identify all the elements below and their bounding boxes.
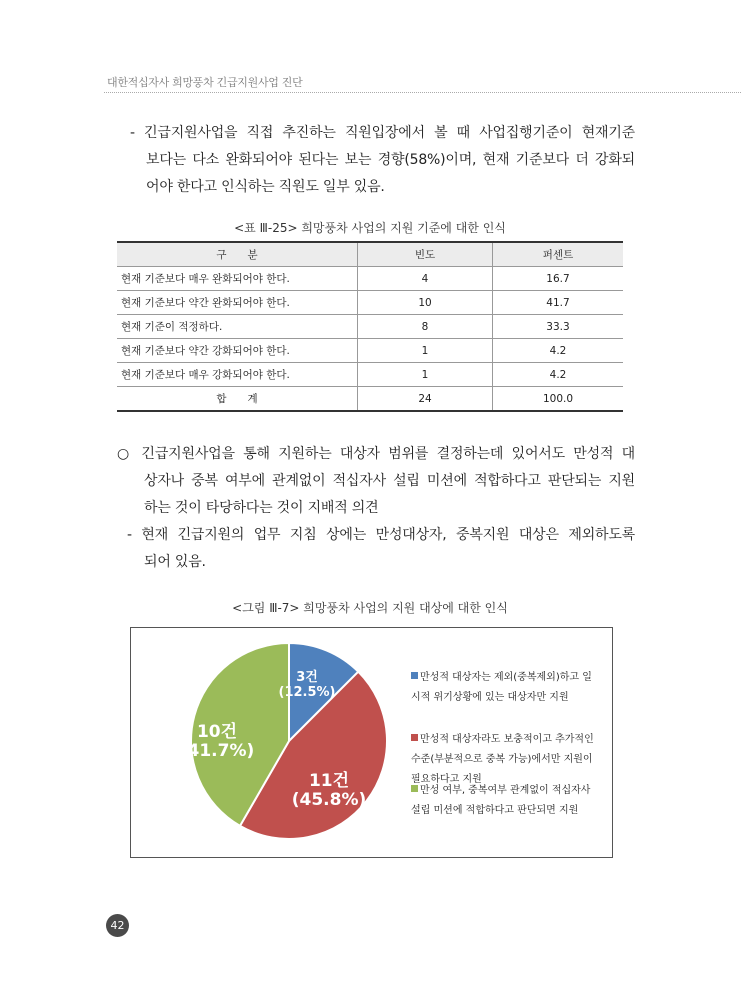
paragraph-line: 되어 있음.	[144, 554, 206, 570]
table-cell: 100.0	[493, 387, 624, 412]
legend-swatch	[411, 785, 418, 792]
criteria-perception-table	[117, 241, 623, 412]
paragraph-staff-perception	[130, 120, 635, 201]
table-cell: 4.2	[493, 363, 624, 387]
table-cell: 현재 기준보다 약간 완화되어야 한다.	[117, 291, 358, 315]
page-number-badge: 42	[106, 914, 129, 937]
column-header-percent: 퍼센트	[493, 242, 624, 267]
table-cell: 1	[358, 363, 493, 387]
table-cell: 현재 기준보다 매우 강화되어야 한다.	[117, 363, 358, 387]
column-header-category: 구 분	[117, 242, 358, 267]
table-cell: 4	[358, 267, 493, 291]
paragraph-target-scope	[117, 441, 635, 576]
legend-swatch	[411, 672, 418, 679]
table-row	[117, 363, 623, 387]
table-cell: 24	[358, 387, 493, 412]
paragraph-line: 어야 한다고 인식하는 직원도 일부 있음.	[146, 179, 385, 195]
table-cell: 16.7	[493, 267, 624, 291]
table-row	[117, 267, 623, 291]
paragraph-line: ○ 긴급지원사업을 통해 지원하는 대상자 범위를 결정하는데 있어서도 만성적 대	[117, 446, 635, 462]
slice-percent-label: (45.8%)	[291, 790, 367, 810]
table-total-row	[117, 387, 623, 412]
paragraph-line: 하는 것이 타당하다는 것이 지배적 의견	[144, 500, 379, 516]
column-header-frequency: 빈도	[358, 242, 493, 267]
legend-swatch	[411, 734, 418, 741]
paragraph-line: - 현재 긴급지원의 업무 지침 상에는 만성대상자, 중복지원 대상은 제외하도록	[127, 527, 635, 543]
paragraph-line: 상자나 중복 여부에 관계없이 적십자사 설립 미션에 적합하다고 판단되는 지원	[144, 473, 635, 489]
table-cell: 합 계	[117, 387, 358, 412]
table-row	[117, 315, 623, 339]
slice-count-label: 3건	[296, 670, 318, 685]
legend-item	[411, 668, 601, 708]
figure-caption: <그림 Ⅲ-7> 희망풍차 사업의 지원 대상에 대한 인식	[232, 601, 508, 615]
running-header: 대한적십자사 희망풍차 긴급지원사업 진단	[107, 76, 303, 89]
table-cell: 현재 기준이 적정하다.	[117, 315, 358, 339]
table-cell: 현재 기준보다 매우 완화되어야 한다.	[117, 267, 358, 291]
legend-label: 만성적 대상자는 제외(중복제외)하고 일시적 위기상황에 있는 대상자만 지원	[411, 672, 592, 703]
slice-percent-label: (12.5%)	[278, 685, 336, 700]
legend-label: 만성 여부, 중복여부 관계없이 적십자사 설립 미션에 적합하다고 판단되면 지원	[411, 785, 591, 816]
paragraph-line: - 긴급지원사업을 직접 추진하는 직원입장에서 볼 때 사업집행기준이 현재기준	[130, 125, 635, 141]
table-header-row	[117, 242, 623, 267]
header-divider	[104, 92, 741, 93]
legend-item	[411, 781, 601, 821]
table-cell: 8	[358, 315, 493, 339]
table-row	[117, 339, 623, 363]
legend-label: 만성적 대상자라도 보충적이고 추가적인 수준(부분적으로 중복 가능)에서만 지원이 필요하다고 지원	[411, 734, 594, 785]
pie-chart-frame	[130, 627, 613, 858]
table-cell: 10	[358, 291, 493, 315]
table-cell: 41.7	[493, 291, 624, 315]
table-caption: <표 Ⅲ-25> 희망풍차 사업의 지원 기준에 대한 인식	[234, 221, 506, 235]
table-row	[117, 291, 623, 315]
table-cell: 현재 기준보다 약간 강화되어야 한다.	[117, 339, 358, 363]
table-cell: 4.2	[493, 339, 624, 363]
table-cell: 1	[358, 339, 493, 363]
slice-percent-label: (41.7%)	[179, 741, 255, 761]
paragraph-line: 보다는 다소 완화되어야 된다는 보는 경향(58%)이며, 현재 기준보다 더 강화되	[146, 152, 635, 168]
table-cell: 33.3	[493, 315, 624, 339]
slice-count-label: 11건	[308, 771, 350, 791]
slice-count-label: 10건	[196, 722, 238, 742]
